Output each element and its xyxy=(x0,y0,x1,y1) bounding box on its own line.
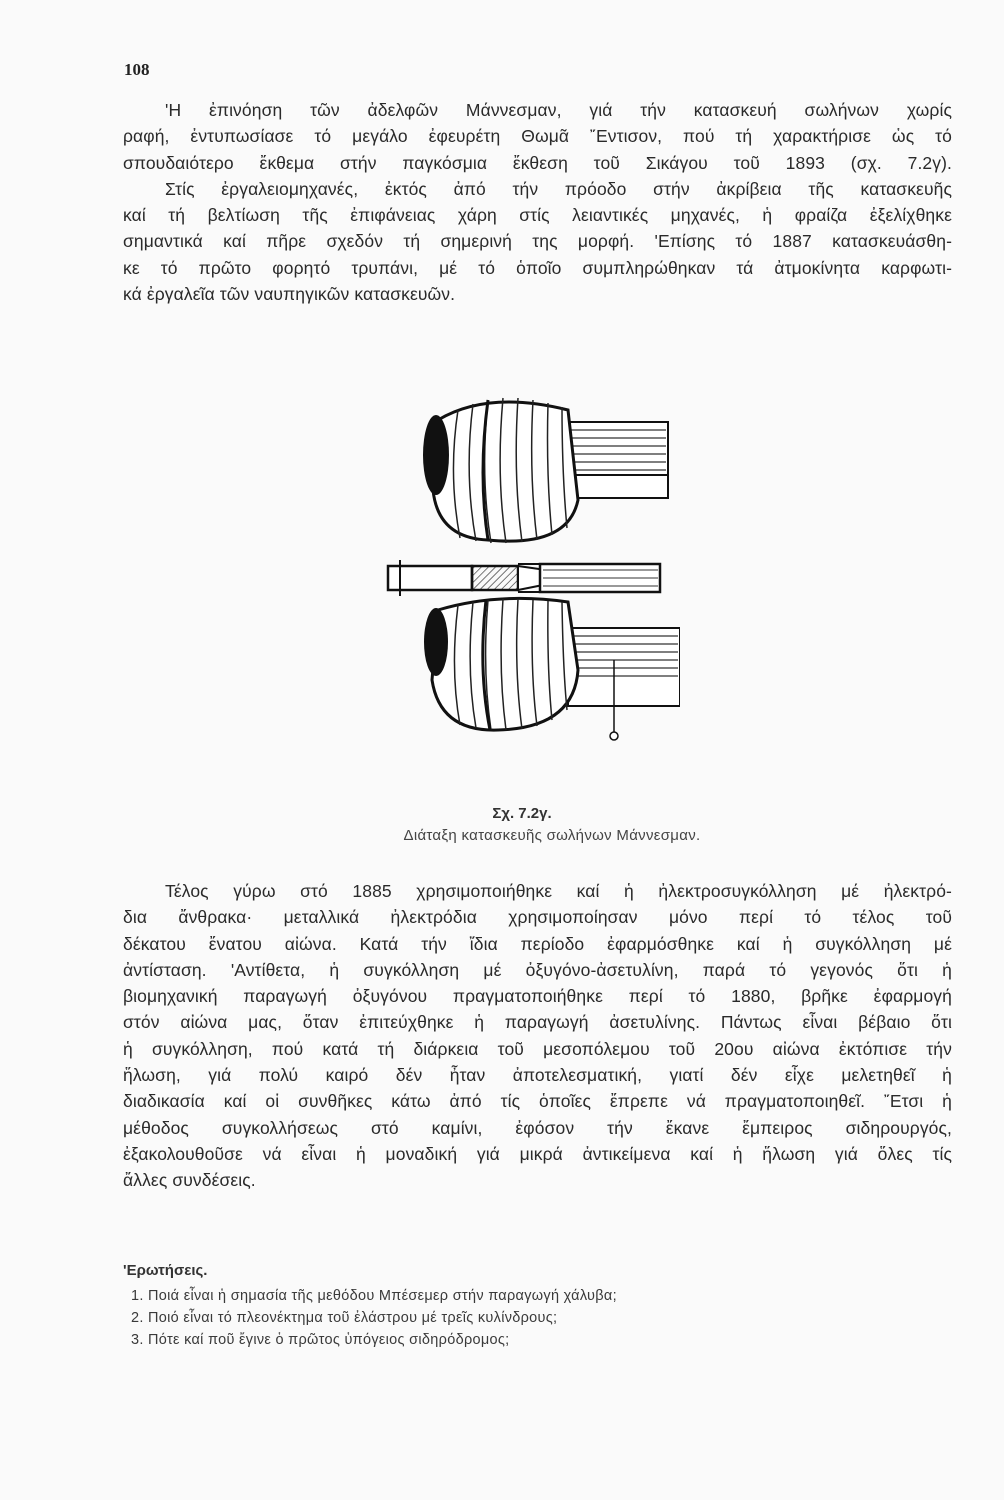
figure-mannesmann-rolls xyxy=(378,380,680,752)
figure-label: Σχ. 7.2γ. xyxy=(492,805,552,822)
upper-roll xyxy=(423,398,578,543)
lower-shaft xyxy=(568,628,680,740)
text-line: ἄλλες συνδέσεις. xyxy=(123,1170,256,1191)
questions-heading: 'Ερωτήσεις. xyxy=(123,1262,208,1279)
question-item: 3. Πότε καί ποῦ ἔγινε ὁ πρῶτος ὑπόγειος σιδηρόδρομος; xyxy=(131,1332,510,1348)
text-line: στόν αἰώνα μας, ὅταν ἐπιτεύχθηκε ἡ παραγωγή ἀσετυλίνης. Πάντως εἶναι βέβαιο ὅτι xyxy=(123,1012,952,1033)
text-line: 'Η ἐπινόηση τῶν ἀδελφῶν Μάννεσμαν, γιά τήν κατασκευή σωλήνων χωρίς xyxy=(165,100,952,120)
question-item: 2. Ποιό εἶναι τό πλεονέκτημα τοῦ ἐλάστρου μέ τρεῖς κυλίνδρους; xyxy=(131,1310,558,1326)
paragraph-welding xyxy=(123,878,952,1194)
question-item: 1. Ποιά εἶναι ἡ σημασία τῆς μεθόδου Μπέσεμερ στήν παραγωγή χάλυβα; xyxy=(131,1288,617,1304)
upper-shaft xyxy=(568,422,668,498)
text-line: ἀντίσταση. 'Αντίθετα, ἡ συγκόλληση μέ ὀξυγόνο-ἀσετυλίνη, παρά τό γεγονός ὅτι ἡ xyxy=(123,959,952,980)
questions-list xyxy=(131,1285,961,1351)
page-number: 108 xyxy=(124,60,150,79)
text-line: ραφή, ἐντυπωσίασε τό μεγάλο ἐφευρέτη Θωμᾶ ῎Εντισον, πού τή χαρακτήρισε ὡς τό xyxy=(123,126,952,147)
text-line: ἡ συγκόλληση, πού κατά τή διάρκεια τοῦ μεσοπόλεμου τοῦ 20ου αἰώνα ἐκτόπισε τήν xyxy=(123,1038,952,1059)
text-line: Τέλος γύρω στό 1885 χρησιμοποιήθηκε καί ἡ ἠλεκτροσυγκόλληση μέ ἠλεκτρό- xyxy=(165,881,952,901)
text-line: μέθοδος συγκολλήσεως στό καμίνι, ἐφόσον τήν ἔκανε ἔμπειρος σιδηρουργός, xyxy=(123,1117,952,1138)
pipe-blank xyxy=(388,560,660,596)
text-line: κά ἐργαλεῖα τῶν ναυπηγικῶν κατασκευῶν. xyxy=(123,284,456,305)
figure-caption: Διάταξη κατασκευῆς σωλήνων Μάννεσμαν. xyxy=(403,827,701,844)
text-line: διαδικασία καί οἱ συνθῆκες κάτω ἀπό τίς ὁποῖες ἔπρεπε νά πραγματοποιηθεῖ. ῎Ετσι ἡ xyxy=(123,1091,952,1112)
text-line: δέκατου ἔνατου αἰώνα. Κατά τήν ἴδια περίοδο ἐφαρμόσθηκε καί ἡ συγκόλληση μέ xyxy=(123,933,952,954)
mannesmann-rolls-drawing xyxy=(378,380,680,752)
lower-roll xyxy=(424,598,578,730)
text-line: βιομηχανική παραγωγή ὀξυγόνου πραγματοποιήθηκε περί τό 1880, βρῆκε ἐφαρμογή xyxy=(123,986,952,1007)
text-line: ἥλωση, γιά πολύ καιρό δέν ἦταν ἀποτελεσματική, γιατί δέν εἶχε μελετηθεῖ ἡ xyxy=(123,1065,952,1086)
text-line: κε τό πρῶτο φορητό τρυπάνι, μέ τό ὁποῖο συμπληρώθηκαν τά ἀτμοκίνητα καρφωτι- xyxy=(123,257,952,278)
text-line: Στίς ἐργαλειομηχανές, ἐκτός ἀπό τήν πρόοδο στήν ἀκρίβεια τῆς κατασκευῆς xyxy=(165,178,952,199)
text-line: δια ἄνθρακα· μεταλλικά ἠλεκτρόδια χρησιμοποίησαν μόνο περί τό τέλος τοῦ xyxy=(123,907,952,928)
text-line: σημαντικά καί πῆρε σχεδόν τή σημερινή της μορφή. 'Επίσης τό 1887 κατασκευάσθη- xyxy=(123,231,952,252)
text-line: ἐξακολουθοῦσε νά εἶναι ἡ μοναδική γιά μικρά ἀντικείμενα καί ἡ ἥλωση γιά ὅλες τίς xyxy=(123,1143,952,1164)
text-line: σπουδαιότερο ἔκθεμα στήν παγκόσμια ἔκθεση τοῦ Σικάγου τοῦ 1893 (σχ. 7.2γ). xyxy=(123,152,952,173)
paragraph-mannesmann xyxy=(123,97,952,307)
text-line: καί τή βελτίωση τῆς ἐπιφάνειας χάρη στίς λειαντικές μηχανές, ἡ φραίζα ἐξελίχθηκε xyxy=(123,205,952,226)
